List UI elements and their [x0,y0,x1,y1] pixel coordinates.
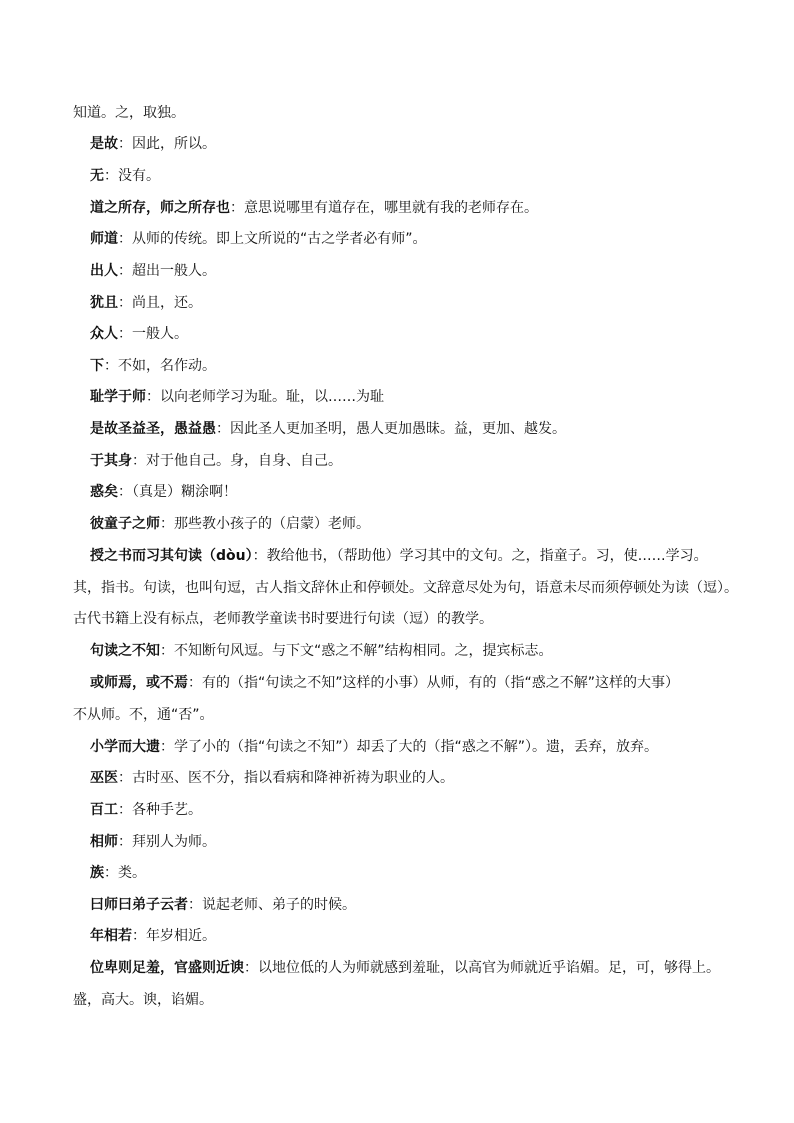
term-label: 族 [90,865,104,881]
text-line [90,800,790,820]
definition-text: ：那些教小孩子的（启蒙）老师。 [160,516,370,532]
definition-text: ：学了小的（指“句读之不知”）却丢了大的（指“惑之不解”）。遗，丢弃，放弃。 [160,739,659,755]
definition-text: ：类。 [104,865,146,881]
definition-text: ：教给他书，（帮助他）学习其中的文句。之，指童子。习，使……学习。 [252,548,708,564]
term-label: 耻学于师 [90,389,146,405]
definition-text: ：尚且，还。 [118,295,202,311]
term-label: 句读之不知 [90,643,160,659]
definition-text: 盛，高大。谀，谄媚。 [73,992,213,1008]
term-label: 下 [90,358,104,374]
text-line [90,768,790,788]
definition-text: ：没有。 [104,168,160,184]
text-line [90,451,790,471]
term-label: 出人 [90,263,118,279]
term-label: 小学而大遗 [90,739,160,755]
definition-text: 古代书籍上没有标点，老师教学童读书时要进行句读（逗）的教学。 [73,611,493,627]
definition-text: ：说起老师、弟子的时候。 [188,897,356,913]
term-label: 曰师曰弟子云者 [90,897,188,913]
text-line [90,293,790,313]
term-label: 道之所存，师之所存也 [90,200,230,216]
text-line [90,737,790,757]
text-line [90,229,790,249]
text-line [90,546,790,566]
text-line [90,482,790,502]
text-line [90,261,790,281]
definition-text: 知道。之，取独。 [73,105,185,121]
definition-text: ：有的（指“句读之不知”这样的小事）从师，有的（指“惑之不解”这样的大事） [188,675,680,691]
term-label: 是故圣益圣，愚益愚 [90,421,216,437]
definition-text: ：因此圣人更加圣明，愚人更加愚昧。益，更加、越发。 [216,421,566,437]
term-label: 巫医 [90,770,118,786]
definition-text: ：（真是）糊涂啊！ [118,484,237,500]
definition-text: ：以地位低的人为师就感到羞耻，以高官为师就近乎谄媚。足，可，够得上。 [244,960,720,976]
term-label: 于其身 [90,453,132,469]
text-line [90,863,790,883]
text-line [90,673,790,693]
term-label: 相师 [90,834,118,850]
definition-text: ：超出一般人。 [118,263,216,279]
term-label: 惑矣 [90,484,118,500]
term-label: 百工 [90,802,118,818]
definition-text: ：意思说哪里有道存在，哪里就有我的老师存在。 [230,200,538,216]
definition-text: ：古时巫、医不分，指以看病和降神祈祷为职业的人。 [118,770,454,786]
text-line [90,895,790,915]
text-line [90,419,790,439]
text-line [90,926,790,946]
definition-text: ：不如，名作动。 [104,358,216,374]
text-line [73,705,773,725]
definition-text: ：拜别人为师。 [118,834,216,850]
term-label: 师道 [90,231,118,247]
text-line [73,103,773,123]
text-line [73,578,773,598]
text-line [90,134,790,154]
definition-text: ：以向老师学习为耻。耻，以……为耻 [146,389,384,405]
term-label: 年相若 [90,928,132,944]
term-label: 众人 [90,326,118,342]
text-line [90,387,790,407]
definition-text: ：从师的传统。即上文所说的“古之学者必有师”。 [118,231,427,247]
term-label: 是故 [90,136,118,152]
text-line [90,641,790,661]
text-line [90,324,790,344]
definition-text: 其，指书。句读，也叫句逗，古人指文辞休止和停顿处。文辞意尽处为句，语意未尽而须停顿处为读（逗）。 [73,580,738,596]
term-label: 无 [90,168,104,184]
text-line [90,166,790,186]
text-line [90,514,790,534]
term-label: 位卑则足羞，官盛则近谀 [90,960,244,976]
definition-text: ：对于他自己。身，自身、自己。 [132,453,342,469]
text-line [90,958,790,978]
definition-text: ：一般人。 [118,326,188,342]
text-line [90,832,790,852]
definition-text: ：年岁相近。 [132,928,216,944]
text-line [90,356,790,376]
text-line [90,198,790,218]
term-label: 授之书而习其句读（dòu） [90,548,253,564]
text-line [73,990,773,1010]
definition-text: ：因此，所以。 [118,136,216,152]
definition-text: ：不知断句风逗。与下文“惑之不解”结构相同。之，提宾标志。 [160,643,553,659]
text-line [73,609,773,629]
definition-text: 不从师。不，通“否”。 [73,707,214,723]
term-label: 彼童子之师 [90,516,160,532]
term-label: 或师焉，或不焉 [90,675,188,691]
definition-text: ：各种手艺。 [118,802,202,818]
term-label: 犹且 [90,295,118,311]
